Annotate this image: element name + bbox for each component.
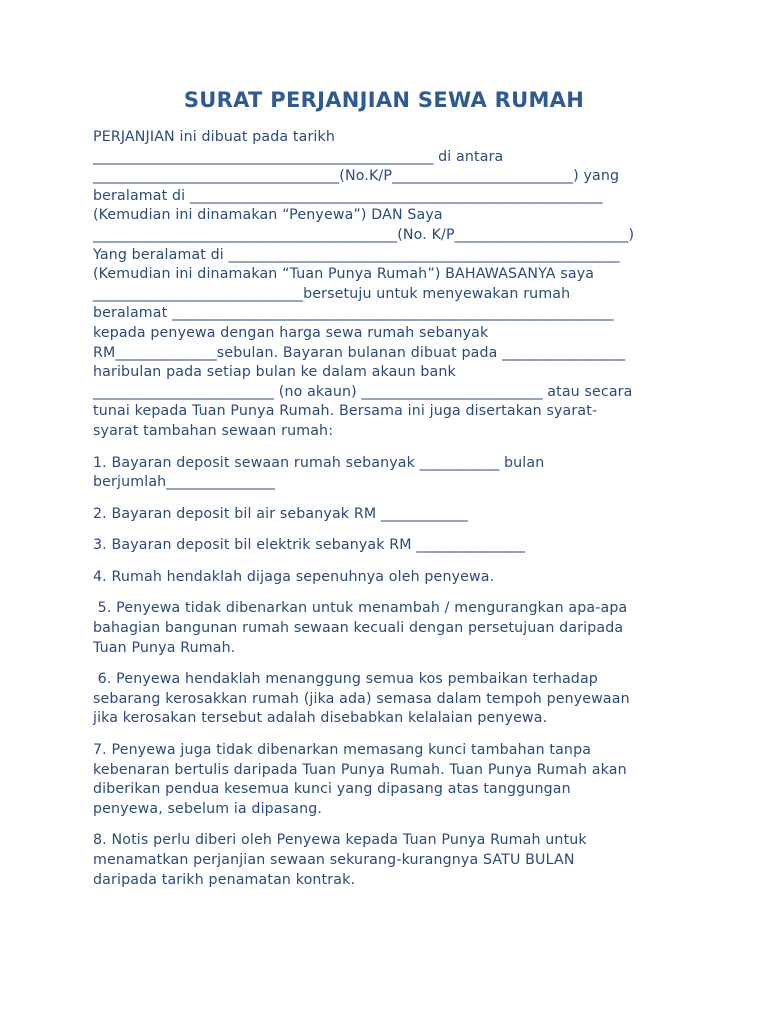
clause-line: bahagian bangunan rumah sewaan kecuali dengan persetujuan daripada bbox=[93, 620, 624, 637]
intro-line: kepada penyewa dengan harga sewa rumah sebanyak bbox=[93, 324, 489, 341]
intro-line: (Kemudian ini dinamakan “Tuan Punya Rumah”) BAHAWASANYA saya bbox=[93, 266, 595, 283]
clause-5 bbox=[93, 599, 683, 658]
intro-line: beralamat di _________________________________________________________ bbox=[93, 187, 603, 204]
clause-1 bbox=[93, 454, 683, 493]
intro-line: RM______________sebulan. Bayaran bulanan dibuat pada _________________ bbox=[93, 344, 626, 361]
clause-line: menamatkan perjanjian sewaan sekurang-kurangnya SATU BULAN bbox=[93, 852, 575, 868]
clause-line: penyewa, sebelum ia dipasang. bbox=[93, 800, 323, 817]
intro-line: Yang beralamat di ______________________________________________________ bbox=[93, 246, 620, 263]
intro-line: PERJANJIAN ini dibuat pada tarikh bbox=[93, 129, 336, 145]
intro-line: _________________________ (no akaun) _________________________ atau secara bbox=[93, 383, 633, 400]
clause-line: 8. Notis perlu diberi oleh Penyewa kepada Tuan Punya Rumah untuk bbox=[93, 832, 587, 849]
clause-line: 3. Bayaran deposit bil elektrik sebanyak RM _______________ bbox=[93, 537, 525, 554]
clause-8 bbox=[93, 831, 683, 890]
intro-line: tunai kepada Tuan Punya Rumah. Bersama ini juga disertakan syarat- bbox=[93, 403, 598, 420]
intro-line: __________________________________(No.K/P_________________________) yang bbox=[93, 168, 620, 185]
clause-line: diberikan pendua kesemua kunci yang dipasang atas tanggungan bbox=[93, 781, 571, 798]
clause-line: 6. Penyewa hendaklah menanggung semua kos pembaikan terhadap bbox=[93, 671, 598, 688]
intro-line: beralamat _____________________________________________________________ bbox=[93, 305, 614, 322]
clause-line: jika kerosakan tersebut adalah disebabkan kelalaian penyewa. bbox=[93, 710, 548, 727]
intro-line: __________________________________________(No. K/P________________________) bbox=[93, 226, 635, 243]
clause-line: 1. Bayaran deposit sewaan rumah sebanyak ___________ bulan bbox=[93, 454, 545, 471]
intro-line: haribulan pada setiap bulan ke dalam akaun bank bbox=[93, 364, 456, 381]
intro-line: _____________________________bersetuju untuk menyewakan rumah bbox=[93, 285, 571, 302]
clause-line: 5. Penyewa tidak dibenarkan untuk menambah / mengurangkan apa-apa bbox=[93, 600, 628, 617]
clause-4 bbox=[93, 568, 683, 588]
clause-line: Tuan Punya Rumah. bbox=[93, 639, 236, 656]
intro-line: syarat tambahan sewaan rumah: bbox=[93, 422, 334, 439]
clause-line: kebenaran bertulis daripada Tuan Punya Rumah. Tuan Punya Rumah akan bbox=[93, 761, 627, 778]
clause-3 bbox=[93, 536, 683, 556]
document-title: SURAT PERJANJIAN SEWA RUMAH bbox=[183, 88, 585, 112]
clause-line: sebarang kerosakkan rumah (jika ada) semasa dalam tempoh penyewaan bbox=[93, 690, 630, 707]
clause-line: 7. Penyewa juga tidak dibenarkan memasang kunci tambahan tanpa bbox=[93, 742, 592, 759]
document-body bbox=[93, 128, 683, 902]
clause-line: daripada tarikh penamatan kontrak. bbox=[93, 871, 356, 888]
intro-paragraph bbox=[93, 128, 683, 442]
clause-7 bbox=[93, 741, 683, 819]
clause-line: 4. Rumah hendaklah dijaga sepenuhnya oleh penyewa. bbox=[93, 568, 495, 585]
clause-6 bbox=[93, 670, 683, 729]
clause-line: 2. Bayaran deposit bil air sebanyak RM ____________ bbox=[93, 505, 468, 522]
intro-line: _______________________________________________ di antara bbox=[93, 148, 504, 165]
intro-line: (Kemudian ini dinamakan “Penyewa”) DAN Saya bbox=[93, 207, 443, 224]
clause-2 bbox=[93, 505, 683, 525]
clause-line: berjumlah_______________ bbox=[93, 474, 275, 491]
